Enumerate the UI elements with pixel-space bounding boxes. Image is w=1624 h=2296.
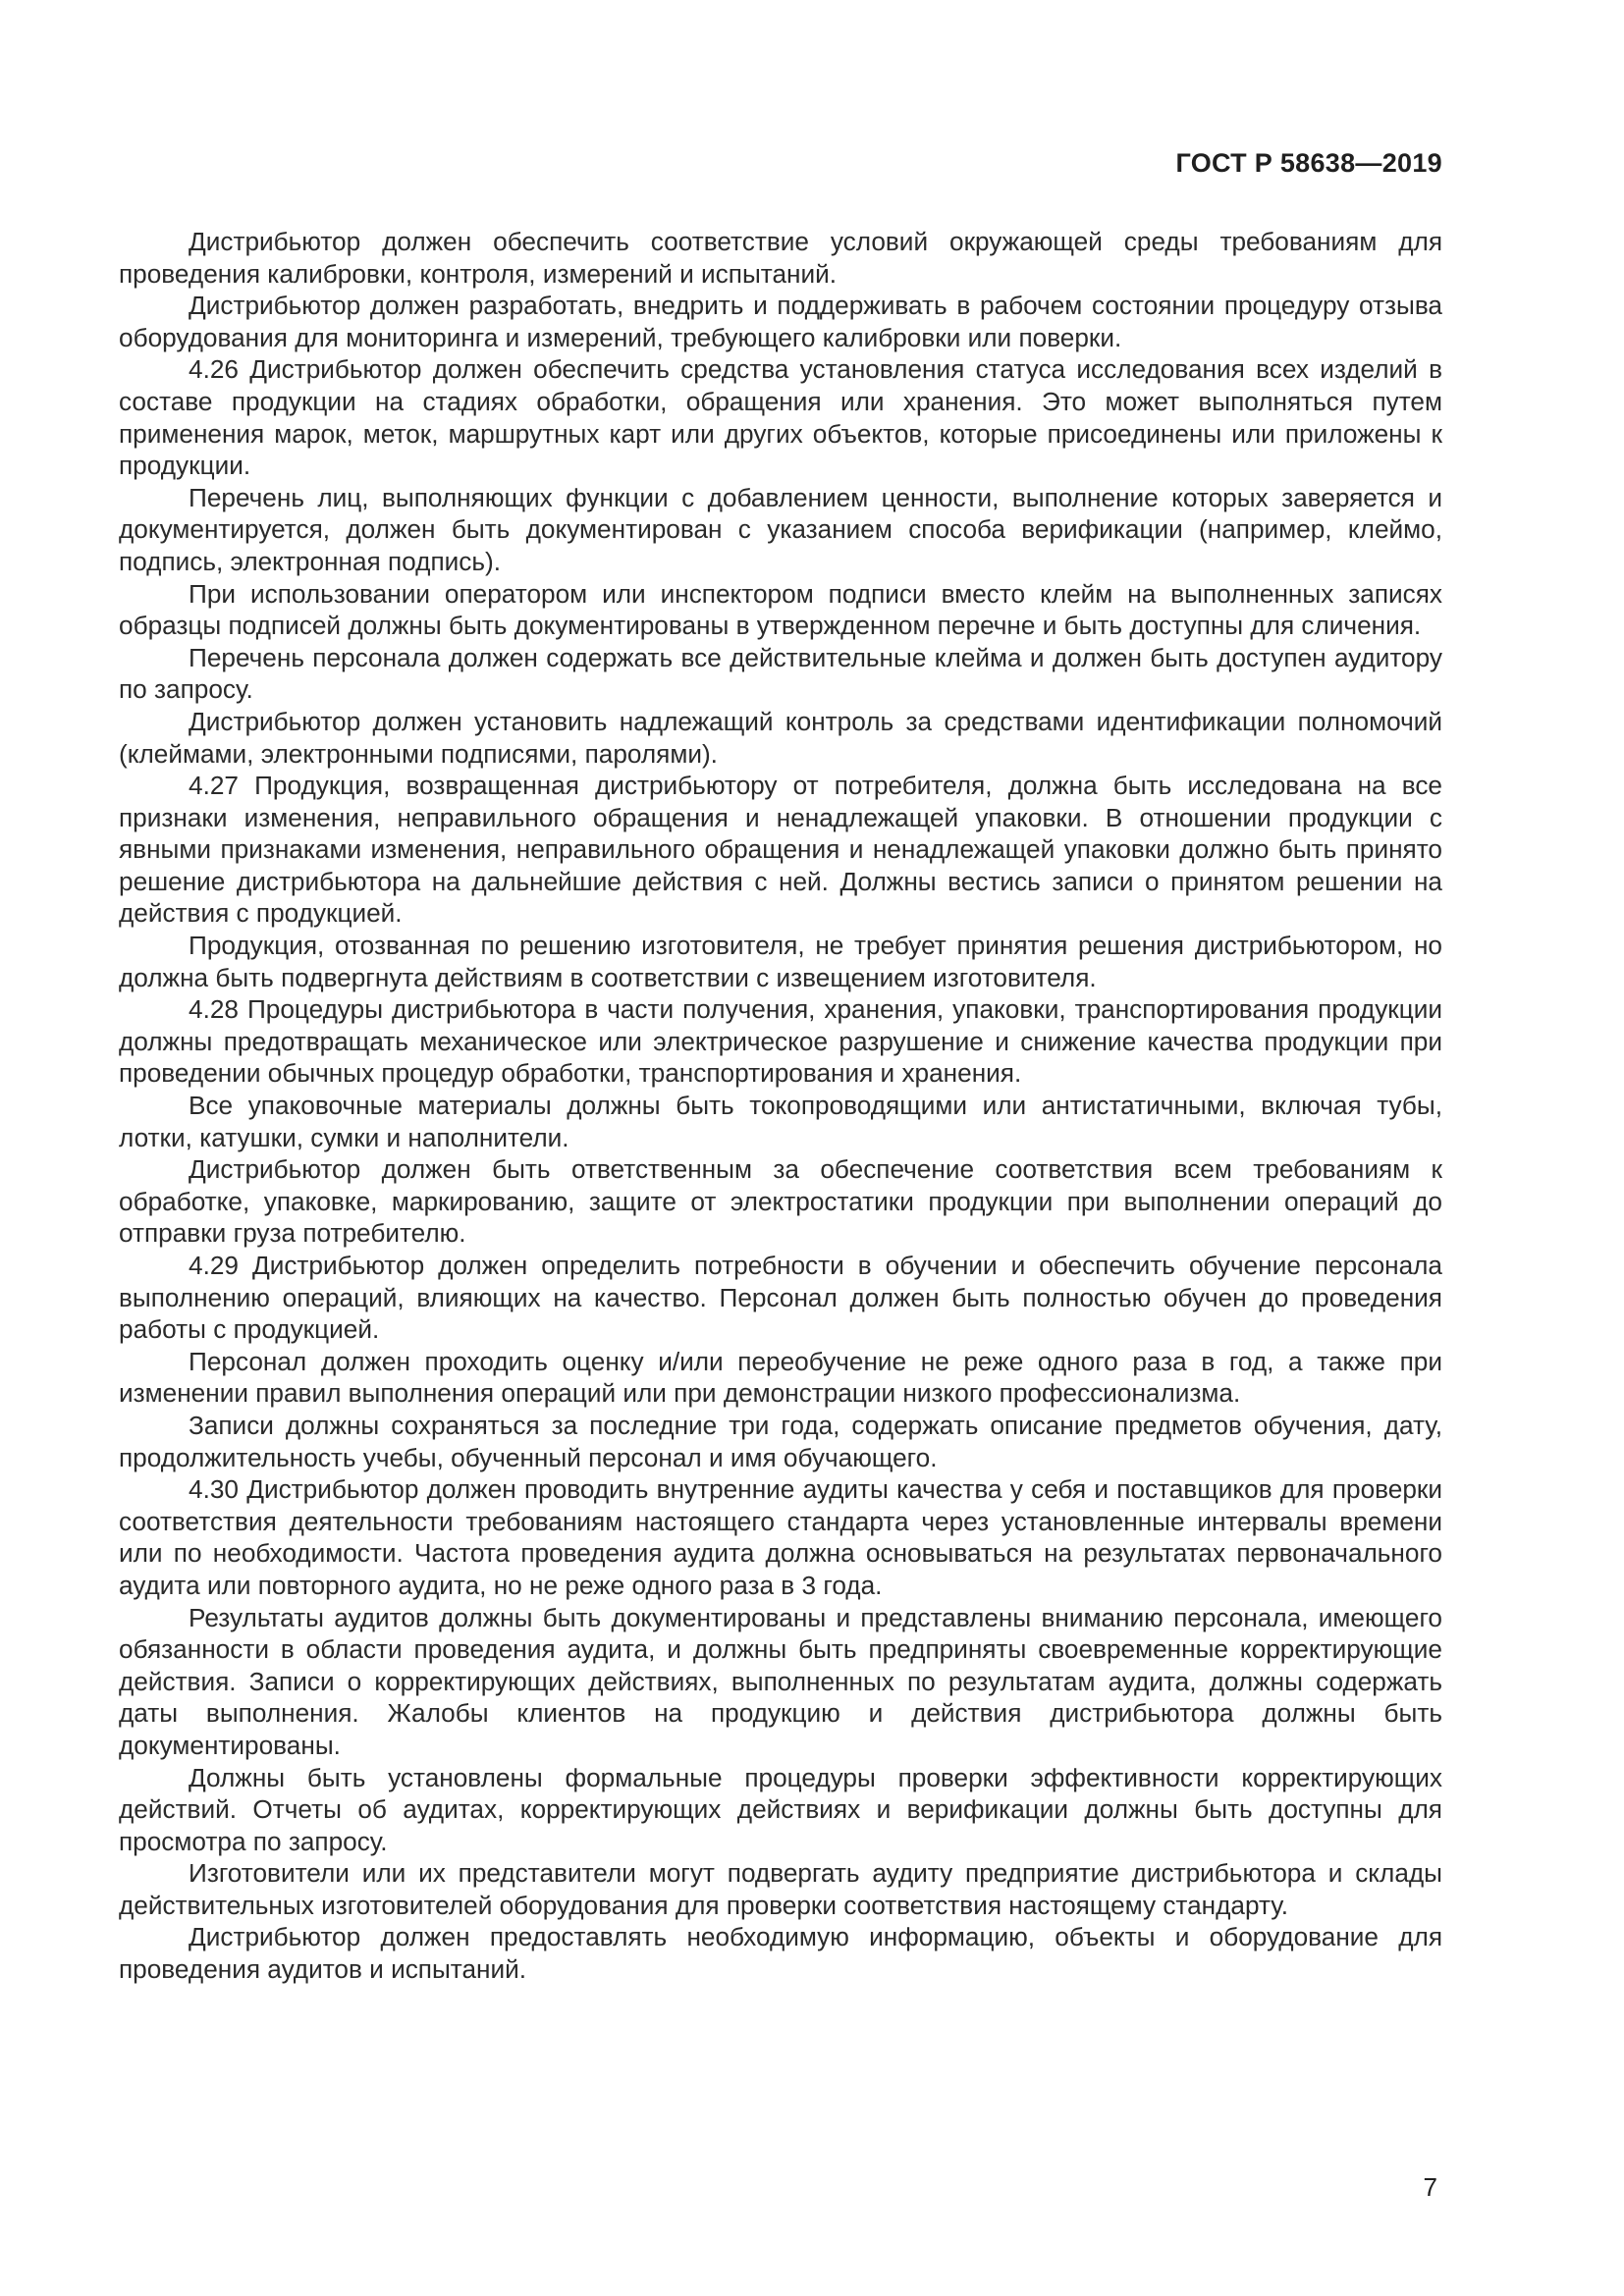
paragraph: Дистрибьютор должен разработать, внедрить и поддерживать в рабочем состоянии процедуру отзыва оборудования для мониторинга и измерений, требующего калибровки или поверки. [119, 291, 1442, 352]
paragraph-clause-4-28: 4.28 Процедуры дистрибьютора в части получения, хранения, упаковки, транспортирования продукции должны предотвращать механическое или электрическое разрушение и снижение качества продукции при проведении обычных процедур обработки, транспортирования и хранения. [119, 994, 1442, 1089]
paragraph: Перечень лиц, выполняющих функции с добавлением ценности, выполнение которых заверяется и документируется, должен быть документирован с указанием способа верификации (например, клеймо, подпись, электронная подпись). [119, 482, 1442, 576]
paragraph: Все упаковочные материалы должны быть токопроводящими или антистатичными, включая тубы, лотки, катушки, сумки и наполнители. [119, 1091, 1442, 1152]
paragraph: Дистрибьютор должен быть ответственным за обеспечение соответствия всем требованиям к обработке, упаковке, маркированию, защите от электростатики продукции при выполнении операций до отправки груза потребителю. [119, 1154, 1442, 1249]
paragraph: Дистрибьютор должен предоставлять необходимую информацию, объекты и оборудование для проведения аудитов и испытаний. [119, 1922, 1442, 1985]
paragraph: Продукция, отозванная по решению изготовителя, не требует принятия решения дистрибьютором, но должна быть подвергнута действиям в соответствии с извещением изготовителя. [119, 931, 1442, 992]
paragraph-clause-4-27: 4.27 Продукция, возвращенная дистрибьютору от потребителя, должна быть исследована на все признаки изменения, неправильного обращения и ненадлежащей упаковки. В отношении продукции с явными признаками изменения, неправильного обращения и ненадлежащей упаковки должно быть принято решение дистрибьютора на дальнейшие действия с ней. Должны вестись записи о принятом решении на действия с продукцией. [119, 771, 1442, 929]
paragraph: Изготовители или их представители могут подвергать аудиту предприятие дистрибьютора и склады действительных изготовителей оборудования для проверки соответствия настоящему стандарту. [119, 1858, 1442, 1920]
document-body [119, 226, 1442, 1986]
paragraph: Результаты аудитов должны быть документированы и представлены вниманию персонала, имеющего обязанности в области проведения аудита, и должны быть предприняты своевременные корректирующие действия. Записи о корректирующих действиях, выполненных по результатам аудита, должны содержать даты выполнения. Жалобы клиентов на продукцию и действия дистрибьютора должны быть документированы. [119, 1602, 1442, 1760]
paragraph: Перечень персонала должен содержать все действительные клейма и должен быть доступен аудитору по запросу. [119, 642, 1442, 705]
paragraph-clause-4-29: 4.29 Дистрибьютор должен определить потребности в обучении и обеспечить обучение персонала выполнению операций, влияющих на качество. Персонал должен быть полностью обучен до проведения работы с продукцией. [119, 1251, 1442, 1345]
paragraph-clause-4-30: 4.30 Дистрибьютор должен проводить внутренние аудиты качества у себя и поставщиков для проверки соответствия деятельности требованиям настоящего стандарта через установленные интервалы времени или по необходимости. Частота проведения аудита должна основываться на результатах первоначального аудита или повторного аудита, но не реже одного раза в 3 года. [119, 1474, 1442, 1600]
paragraph: Дистрибьютор должен установить надлежащий контроль за средствами идентификации полномочий (клеймами, электронными подписями, паролями). [119, 706, 1442, 769]
paragraph: Персонал должен проходить оценку и/или переобучение не реже одного раза в год, а также при изменении правил выполнения операций или при демонстрации низкого профессионализма. [119, 1346, 1442, 1409]
paragraph: Должны быть установлены формальные процедуры проверки эффективности корректирующих действий. Отчеты об аудитах, корректирующих действиях и верификации должны быть доступны для просмотра по запросу. [119, 1762, 1442, 1856]
paragraph-clause-4-26: 4.26 Дистрибьютор должен обеспечить средства установления статуса исследования всех изделий в составе продукции на стадиях обработки, обращения или хранения. Это может выполняться путем применения марок, меток, маршрутных карт или других объектов, которые присоединены или приложены к продукции. [119, 354, 1442, 481]
paragraph: Дистрибьютор должен обеспечить соответствие условий окружающей среды требованиям для проведения калибровки, контроля, измерений и испытаний. [119, 227, 1442, 289]
document-standard-header: ГОСТ Р 58638—2019 [1175, 148, 1442, 178]
paragraph: Записи должны сохраняться за последние три года, содержать описание предметов обучения, дату, продолжительность учебы, обученный персонал и имя обучающего. [119, 1410, 1442, 1472]
page-number: 7 [1423, 2172, 1437, 2202]
paragraph: При использовании оператором или инспектором подписи вместо клейм на выполненных записях образцы подписей должны быть документированы в утвержденном перечне и быть доступны для сличения. [119, 578, 1442, 641]
